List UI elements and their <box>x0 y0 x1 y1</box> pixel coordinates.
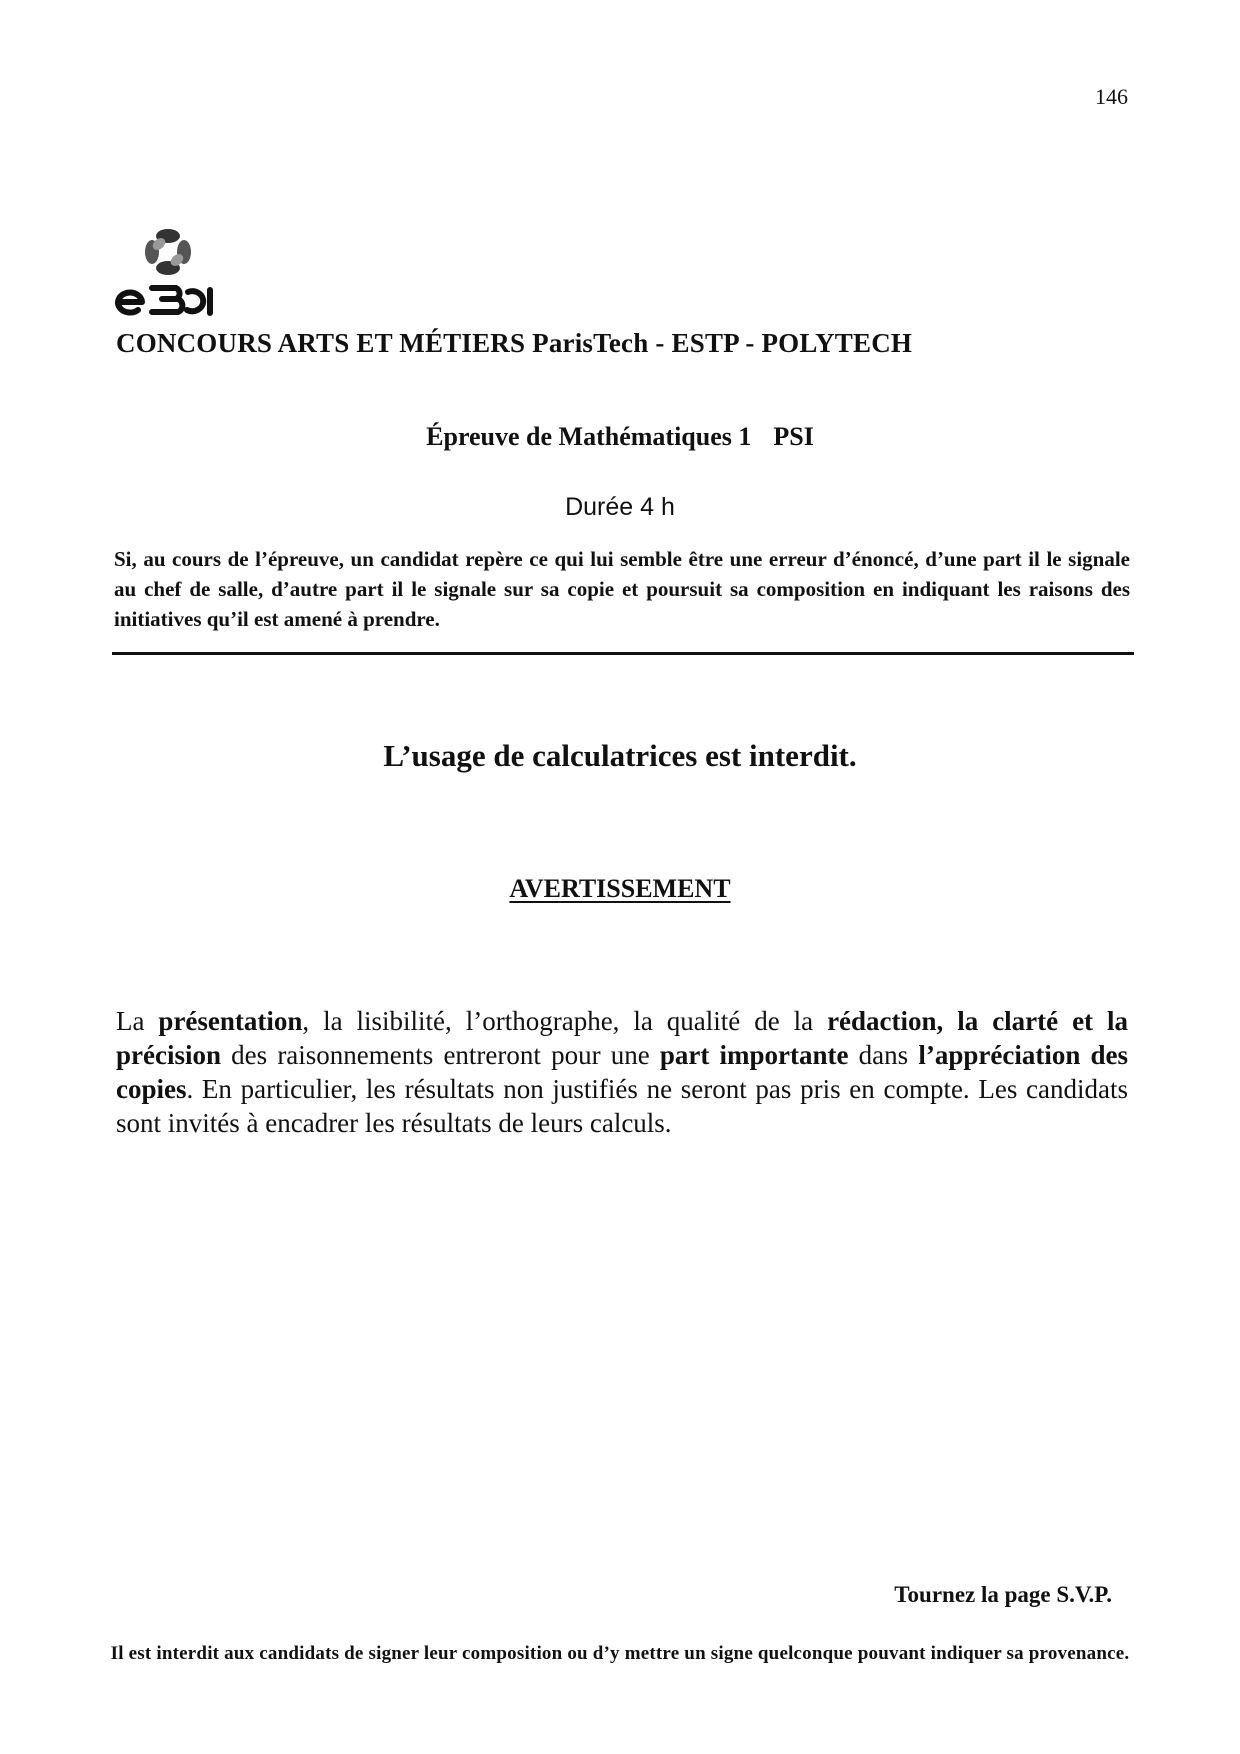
warning-part-2: , la lisibilité, l’orthographe, la qualité de la <box>302 1006 828 1036</box>
page-number: 146 <box>1095 84 1128 109</box>
turn-page-note: Tournez la page S.V.P. <box>894 1582 1112 1607</box>
warning-part-8: . En particulier, les résultats non justifiés ne seront pas pris en compte. Les candidats sont invités à encadrer les résultats de leurs calculs. <box>116 1074 1128 1138</box>
warning-part-1: présentation <box>158 1006 303 1036</box>
warning-part-7: l’appréciation des copies <box>116 1040 1129 1104</box>
e3a-logo-icon <box>112 218 222 318</box>
error-notice: Si, au cours de l’épreuve, un candidat repère ce qui lui semble être une erreur d’énoncé, d’une part il le signale au chef de salle, d’autre part il le signale sur sa copie et poursuit sa composition en indiquant les raisons des initiatives qu’il est amené à prendre. <box>114 547 1130 631</box>
warning-heading <box>0 874 1240 904</box>
warning-paragraph <box>116 1004 1128 1140</box>
warning-part-4: des raisonnements entreront pour une <box>221 1040 660 1070</box>
footer-notice: Il est interdit aux candidats de signer leur composition ou d’y mettre un signe quelconque pouvant indiquer sa provenance. <box>110 1643 1130 1664</box>
exam-track: PSI <box>773 422 814 451</box>
calculator-rule: L’usage de calculatrices est interdit. <box>383 738 857 773</box>
warning-part-3: rédaction, la clarté et la précision <box>116 1006 1128 1070</box>
warning-part-6: dans <box>848 1040 919 1070</box>
exam-subject: Épreuve de Mathématiques 1 <box>426 422 752 451</box>
warning-part-5: part importante <box>659 1040 849 1070</box>
logo-text <box>118 288 210 313</box>
warning-heading-text: AVERTISSEMENT <box>509 874 731 903</box>
horizontal-rule <box>112 652 1134 655</box>
logo-emblem <box>145 229 191 275</box>
exam-title <box>0 422 1240 452</box>
warning-part-0: La <box>116 1006 159 1036</box>
exam-duration: Durée 4 h <box>565 493 675 521</box>
contest-title: CONCOURS ARTS ET MÉTIERS ParisTech - ESTP - POLYTECH <box>116 328 913 358</box>
